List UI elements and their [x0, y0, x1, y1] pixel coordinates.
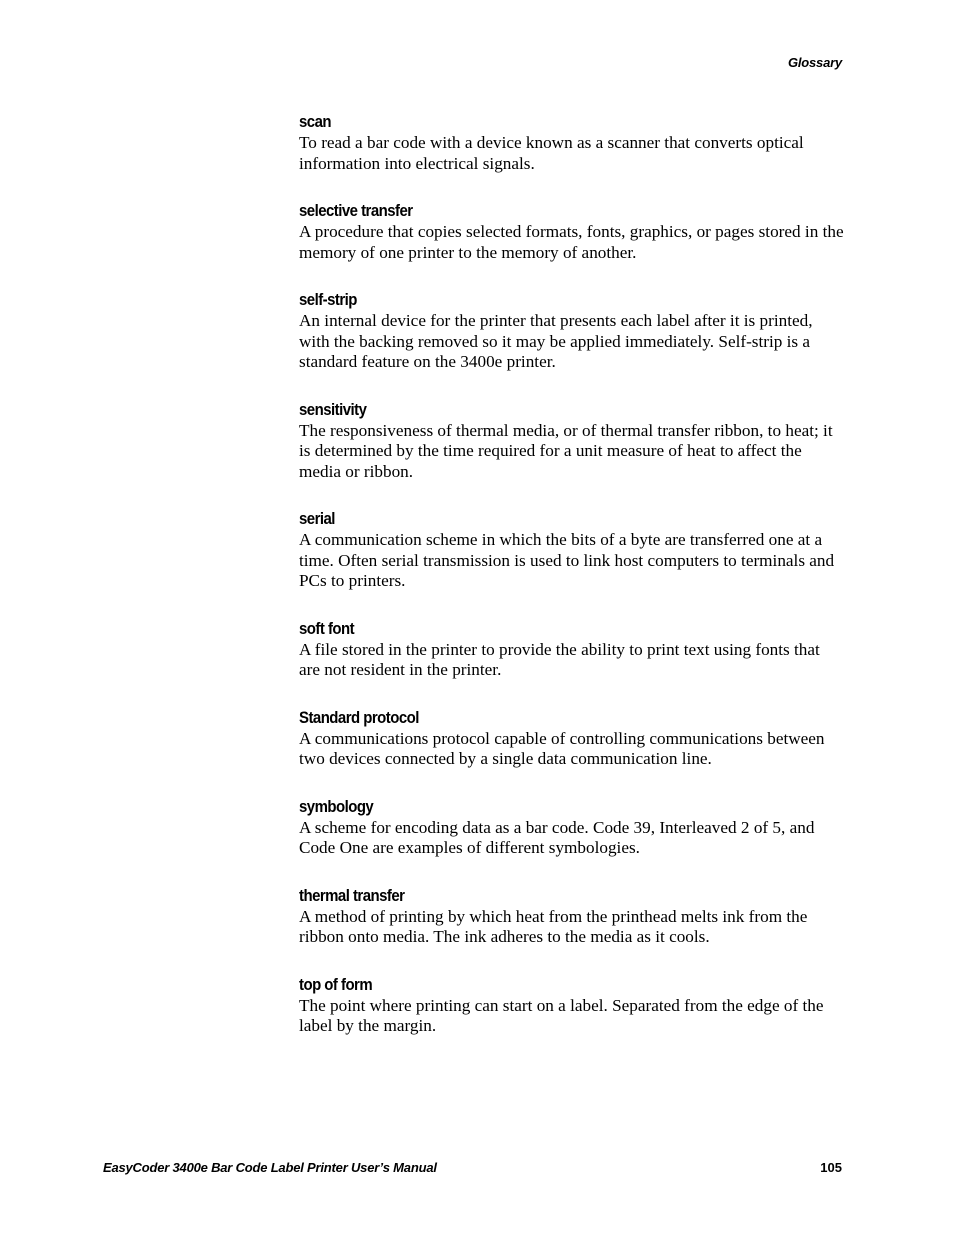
glossary-definition: A scheme for encoding data as a bar code. Code 39, Interleaved 2 of 5, and Code One are examples of different symbologies.	[299, 817, 815, 857]
glossary-term: sensitivity	[299, 399, 367, 419]
glossary-term: scan	[299, 112, 331, 131]
glossary-entry	[299, 508, 844, 592]
glossary-entry	[299, 399, 844, 483]
glossary-term: top of form	[299, 974, 373, 994]
glossary-entry	[299, 707, 844, 770]
glossary-entry	[299, 796, 844, 859]
glossary-definition: An internal device for the printer that presents each label after it is printed, with the backing removed so it may be applied immediately. Self-strip is a standard feature on the 3400e printer.	[299, 311, 813, 371]
glossary-definition: The point where printing can start on a label. Separated from the edge of the label by the margin.	[299, 995, 824, 1035]
glossary-definition: A communications protocol capable of controlling communications between two devices connected by a single data communication line.	[299, 728, 825, 768]
glossary-term: soft font	[299, 618, 355, 638]
running-head: Glossary	[787, 55, 842, 70]
glossary-definition: The responsiveness of thermal media, or of thermal transfer ribbon, to heat; it is determined by the time required for a unit measure of heat to affect the media or ribbon.	[299, 420, 833, 481]
glossary-definition: To read a bar code with a device known as a scanner that converts optical information into electrical signals.	[299, 133, 804, 173]
footer-manual-title: EasyCoder 3400e Bar Code Label Printer User’s Manual	[103, 1160, 437, 1175]
glossary-term: self-strip	[299, 290, 357, 309]
glossary-entry	[299, 200, 844, 263]
glossary-term: selective transfer	[299, 201, 413, 220]
glossary-entry	[299, 885, 844, 948]
glossary-definition: A method of printing by which heat from the printhead melts ink from the ribbon onto media. The ink adheres to the media as it cools.	[299, 906, 808, 946]
glossary-definition: A file stored in the printer to provide the ability to print text using fonts that are not resident in the printer.	[299, 639, 820, 679]
glossary-entry	[299, 111, 844, 174]
glossary-term: Standard protocol	[299, 707, 419, 727]
page-number: 105	[820, 1160, 842, 1175]
glossary-list	[299, 111, 844, 1063]
glossary-entry	[299, 974, 844, 1037]
glossary-term: serial	[299, 509, 335, 528]
glossary-definition: A procedure that copies selected formats, fonts, graphics, or pages stored in the memory of one printer to the memory of another.	[299, 222, 844, 262]
glossary-term: thermal transfer	[299, 885, 405, 905]
glossary-term: symbology	[299, 796, 374, 816]
glossary-definition: A communication scheme in which the bits of a byte are transferred one at a time. Often serial transmission is used to link host computers to terminals and PCs to printers.	[299, 530, 835, 590]
glossary-entry	[299, 289, 844, 373]
glossary-entry	[299, 618, 844, 681]
